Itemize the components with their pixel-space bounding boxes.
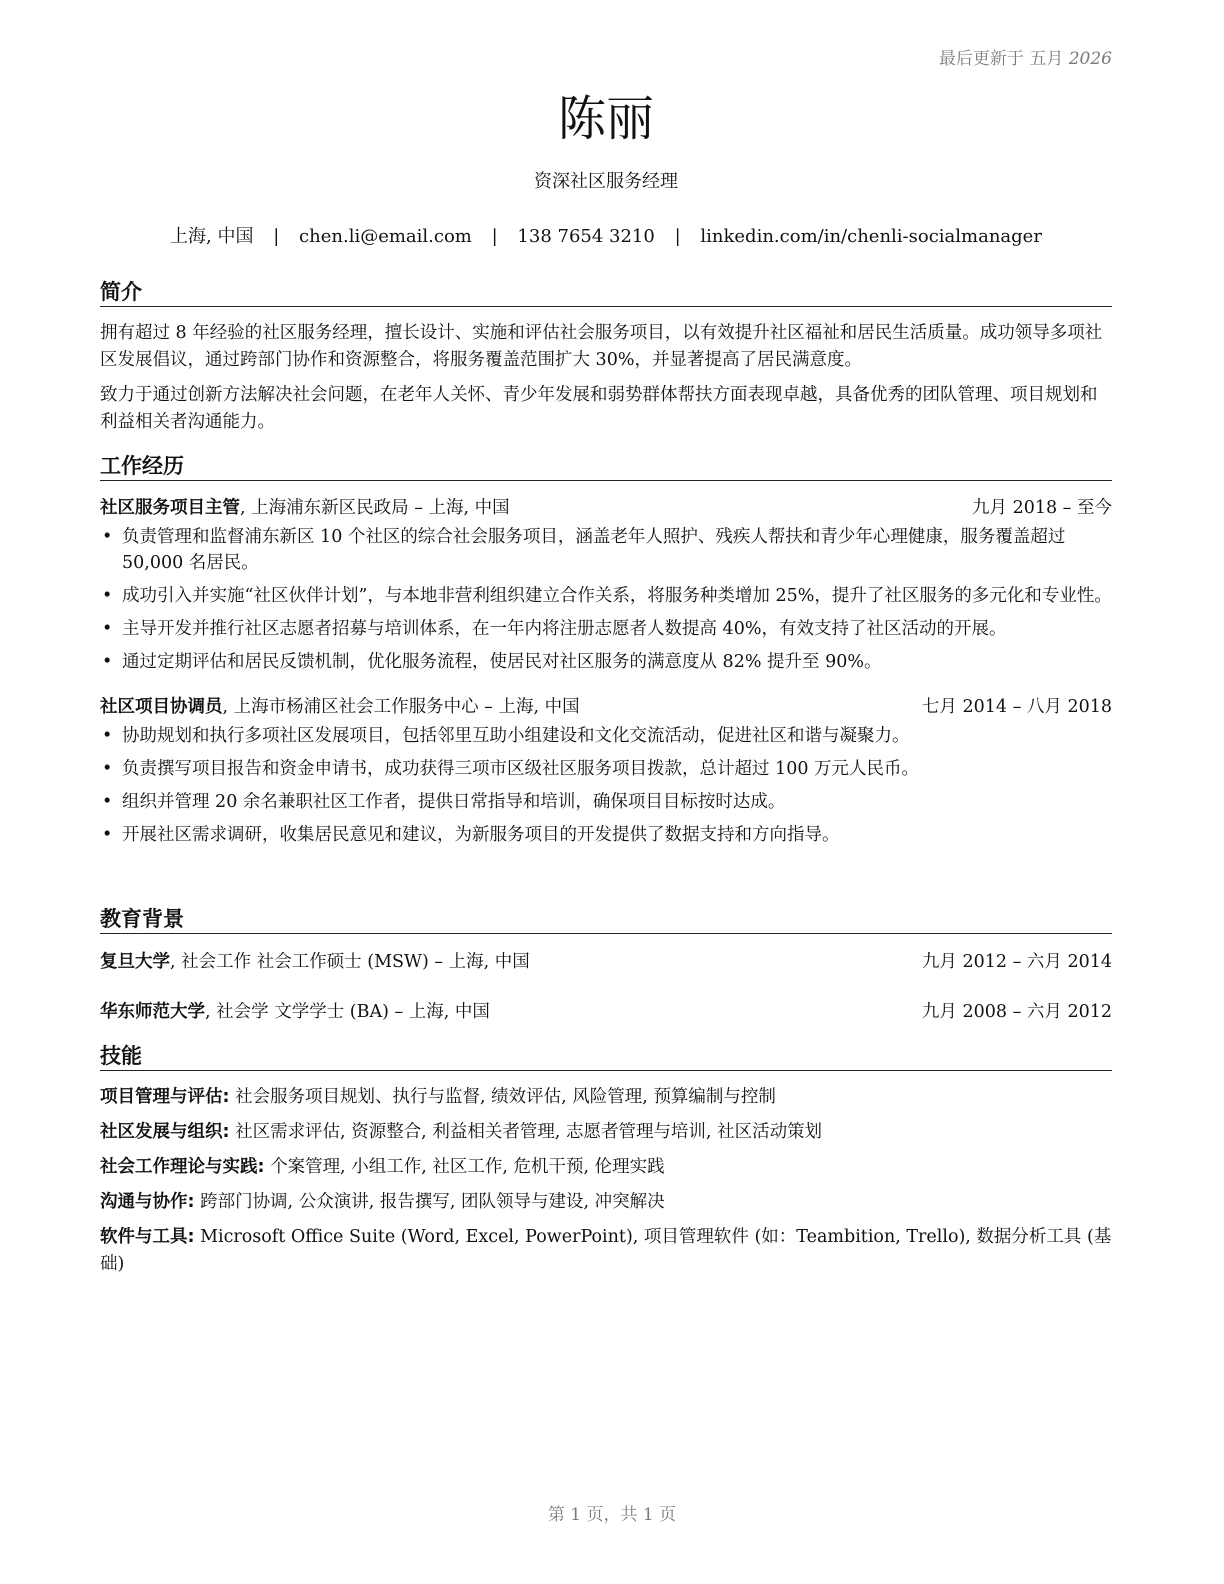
skill-label: 项目管理与评估: [100,1087,230,1107]
bullet-icon: • [102,726,113,746]
bullet-icon: • [102,825,113,845]
education-detail: , 社会学 文学学士 (BA) – 上海, 中国 [205,1002,490,1022]
skill-row [100,1154,1112,1181]
education-dates: 九月 2012 – 六月 2014 [921,952,1112,972]
experience-section [100,452,1112,855]
job-header [100,693,1112,721]
job-org: , 上海市杨浦区社会工作服务中心 – 上海, 中国 [222,697,580,717]
skill-value: 个案管理, 小组工作, 社区工作, 危机干预, 伦理实践 [264,1157,665,1177]
list-item [100,616,1112,642]
candidate-name: 陈丽 [557,91,654,147]
education-dates: 九月 2008 – 六月 2012 [921,1002,1112,1022]
skill-value: 社会服务项目规划、执行与监督, 绩效评估, 风险管理, 预算编制与控制 [229,1087,776,1107]
bullet-text: 通过定期评估和居民反馈机制，优化服务流程，使居民对社区服务的满意度从 82% 提升至 90%。 [122,652,882,672]
contact-location: 上海, 中国 [170,226,254,247]
skill-value: 社区需求评估, 资源整合, 利益相关者管理, 志愿者管理与培训, 社区活动策划 [229,1122,823,1142]
list-item [100,583,1112,609]
bullet-text: 主导开发并推行社区志愿者招募与培训体系，在一年内将注册志愿者人数提高 40%，有效支持了社区活动的开展。 [122,619,1007,639]
skills-heading: 技能 [100,1042,1112,1071]
skill-label: 社区发展与组织: [100,1122,230,1142]
job-role: 社区项目协调员 [100,697,223,717]
skill-label: 软件与工具: [100,1227,195,1247]
contact-linkedin[interactable]: linkedin.com/in/chenli-socialmanager [700,226,1042,247]
bullet-icon: • [102,619,113,639]
bullet-text: 开展社区需求调研，收集居民意见和建议，为新服务项目的开发提供了数据支持和方向指导。 [122,825,840,845]
resume-page [100,0,1112,1584]
list-item [100,756,1112,782]
skill-row [100,1119,1112,1146]
bullet-icon: • [102,759,113,779]
summary-section [100,278,1112,436]
page-footer: 第 1 页，共 1 页 [547,1505,677,1525]
skill-row [100,1189,1112,1216]
job-role: 社区服务项目主管 [100,498,240,518]
contact-email[interactable]: chen.li@email.com [299,226,472,247]
job-dates: 九月 2018 – 至今 [972,498,1112,518]
contact-separator: | [273,226,280,247]
bullet-icon: • [102,586,113,606]
skills-list [100,1084,1112,1278]
list-item [100,723,1112,749]
education-section [100,905,1112,1026]
education-school: 复旦大学 [100,952,170,972]
bullet-text: 负责管理和监督浦东新区 10 个社区的综合社会服务项目，涵盖老年人照护、残疾人帮扶和青少年心理健康，服务覆盖超过 50,000 名居民。 [122,527,1066,573]
summary-paragraph: 拥有超过 8 年经验的社区服务经理，擅长设计、实施和评估社会服务项目，以有效提升社区福祉和居民生活质量。成功领导多项社区发展倡议，通过跨部门协作和资源整合，将服务覆盖范围扩大 30%，并显著提高了居民满意度。 [100,323,1103,370]
list-item [100,789,1112,815]
job-dates: 七月 2014 – 八月 2018 [921,697,1112,717]
education-entry [100,948,1112,976]
summary-heading: 简介 [100,278,1112,307]
education-heading: 教育背景 [100,905,1112,934]
bullet-icon: • [102,792,113,812]
contact-phone: 138 7654 3210 [517,226,655,247]
experience-heading: 工作经历 [100,452,1112,481]
candidate-headline: 资深社区服务经理 [534,171,678,192]
skill-label: 社会工作理论与实践: [100,1157,265,1177]
job-bullets [100,524,1112,675]
bullet-icon: • [102,652,113,672]
bullet-text: 负责撰写项目报告和资金申请书，成功获得三项市区级社区服务项目拨款，总计超过 100 万元人民币。 [122,759,920,779]
education-detail: , 社会工作 社会工作硕士 (MSW) – 上海, 中国 [170,952,530,972]
job-entry [100,494,1112,675]
bullet-text: 组织并管理 20 余名兼职社区工作者，提供日常指导和培训，确保项目目标按时达成。 [122,792,786,812]
skill-row [100,1224,1112,1278]
bullet-text: 协助规划和执行多项社区发展项目，包括邻里互助小组建设和文化交流活动，促进社区和谐与凝聚力。 [122,726,910,746]
skill-row [100,1084,1112,1111]
education-school: 华东师范大学 [100,1002,205,1022]
list-item [100,822,1112,848]
contact-separator: | [674,226,681,247]
job-bullets [100,723,1112,848]
skill-value: 跨部门协调, 公众演讲, 报告撰写, 团队领导与建设, 冲突解决 [194,1192,665,1212]
skill-label: 沟通与协作: [100,1192,195,1212]
job-entry [100,693,1112,848]
last-updated-year: 2026 [1068,49,1112,69]
list-item [100,649,1112,675]
job-header [100,494,1112,522]
last-updated [939,44,1112,69]
list-item [100,524,1112,576]
last-updated-label: 最后更新于 五月 [938,49,1064,69]
skills-section [100,1042,1112,1286]
bullet-text: 成功引入并实施“社区伙伴计划”，与本地非营利组织建立合作关系，将服务种类增加 25%，提升了社区服务的多元化和专业性。 [122,586,1112,606]
contact-line [100,222,1112,252]
bullet-icon: • [102,527,113,547]
skill-value: Microsoft Office Suite (Word, Excel, PowerPoint), 项目管理软件 (如：Teambition, Trello), 数据分析工具 (基础) [100,1227,1112,1274]
summary-paragraph: 致力于通过创新方法解决社会问题，在老年人关怀、青少年发展和弱势群体帮扶方面表现卓越，具备优秀的团队管理、项目规划和利益相关者沟通能力。 [100,385,1098,432]
job-org: , 上海浦东新区民政局 – 上海, 中国 [240,498,510,518]
education-entry [100,998,1112,1026]
contact-separator: | [491,226,498,247]
